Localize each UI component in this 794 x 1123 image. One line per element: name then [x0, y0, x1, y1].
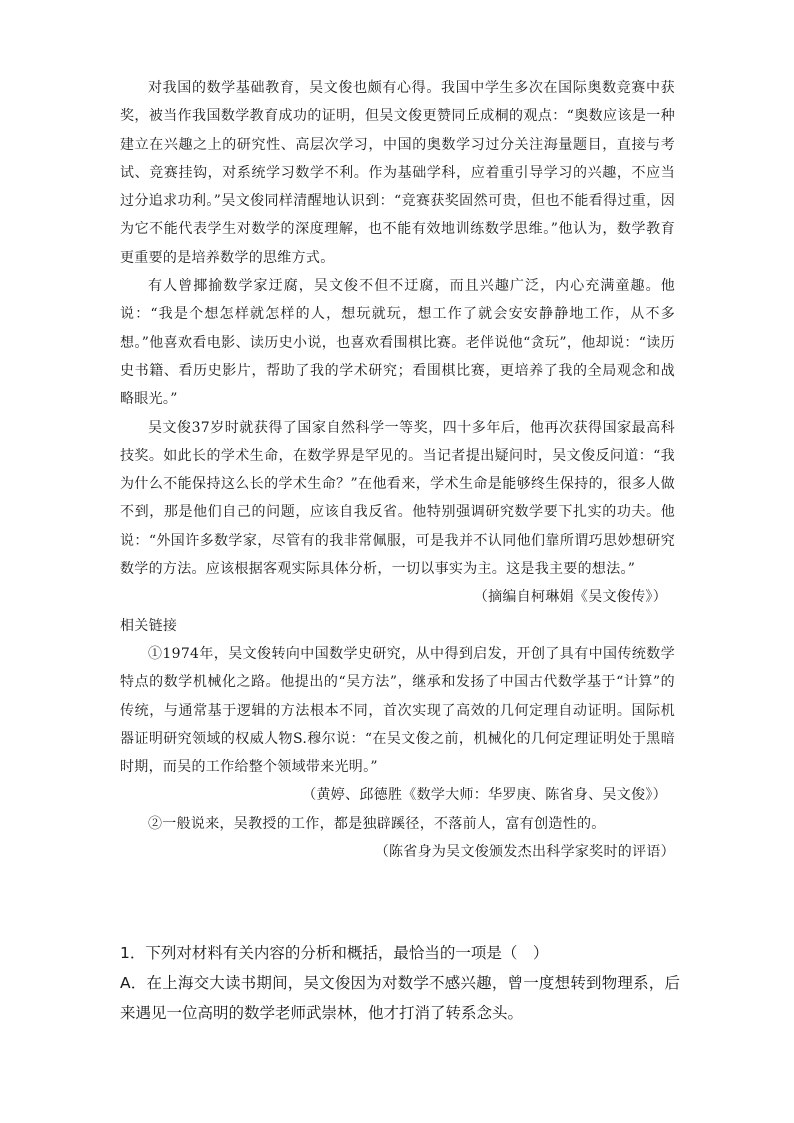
related-link-1: ①1974年，吴文俊转向中国数学史研究，从中得到启发，开创了具有中国传统数学特点的数学机械化之路。他提出的“吴方法”，继承和发扬了中国古代数学基于“计算”的传统，与通常基于逻辑的方法根本不同，首次实现了高效的几何定理自动证明。国际机器证明研究领域的权威人物S.穆尔说：“在吴文俊之前，机械化的几何定理证明处于黑暗时期，而吴的工作给整个领域带来光明。”: [120, 645, 675, 776]
question-1: [120, 938, 680, 1028]
passage-paragraph-1: 对我国的数学基础教育，吴文俊也颇有心得。我国中学生多次在国际奥数竞赛中获奖，被当作我国数学教育成功的证明，但吴文俊更赞同丘成桐的观点：“奥数应该是一种建立在兴趣之上的研究性、高层次学习，中国的奥数学习过分关注海量题目，直接与考试、竞赛挂钩，对系统学习数学不利。作为基础学科，应着重引导学习的兴趣，不应当过分追求功利。”吴文俊同样清醒地认识到：“竞赛获奖固然可贵，但也不能看得过重，因为它不能代表学生对数学的深度理解，也不能有效地训练数学思维。”他认为，数学教育更重要的是培养数学的思维方式。: [120, 80, 675, 266]
passage-paragraph-2: 有人曾揶揄数学家迂腐，吴文俊不但不迂腐，而且兴趣广泛，内心充满童趣。他说：“我是个想怎样就怎样的人，想玩就玩，想工作了就会安安静静地工作，从不多想。”他喜欢看电影、读历史小说，也喜欢看围棋比赛。老伴说他“贪玩”，他却说：“读历史书籍、看历史影片，帮助了我的学术研究；看围棋比赛，更培养了我的全局观念和战略眼光。”: [120, 278, 675, 408]
related-links-heading: 相关链接: [120, 617, 178, 634]
passage-body: [120, 74, 675, 866]
related-link-1-source: （黄婷、邱德胜《数学大师：华罗庚、陈省身、吴文俊》）: [302, 787, 667, 804]
related-link-2-source: （陈省身为吴文俊颁发杰出科学家奖时的评语）: [374, 844, 675, 861]
question-option-a: A．在上海交大读书期间，吴文俊因为对数学不感兴趣，曾一度想转到物理系，后来遇见一位高明的数学老师武崇林，他才打消了转系念头。: [120, 974, 680, 1022]
related-link-2: ②一般说来，吴教授的工作，都是独辟蹊径，不落前人，富有创造性的。: [148, 815, 606, 832]
passage-paragraph-3: 吴文俊37岁时就获得了国家自然科学一等奖，四十多年后，他再次获得国家最高科技奖。如此长的学术生命，在数学界是罕见的。当记者提出疑问时，吴文俊反问道：“我为什么不能保持这么长的学术生命？”在他看来，学术生命是能够终生保持的，很多人做不到，那是他们自己的问题，应该自我反省。他特别强调研究数学要下扎实的功夫。他说：“外国许多数学家，尽管有的我非常佩服，可是我并不认同他们靠所谓巧思妙想研究数学的方法。应该根据客观实际具体分析，一切以事实为主。这是我主要的想法。”: [120, 419, 675, 578]
question-stem: 1．下列对材料有关内容的分析和概括，最恰当的一项是（ ）: [120, 944, 549, 962]
passage-source: （摘编自柯琳娟《吴文俊传》）: [473, 589, 667, 606]
